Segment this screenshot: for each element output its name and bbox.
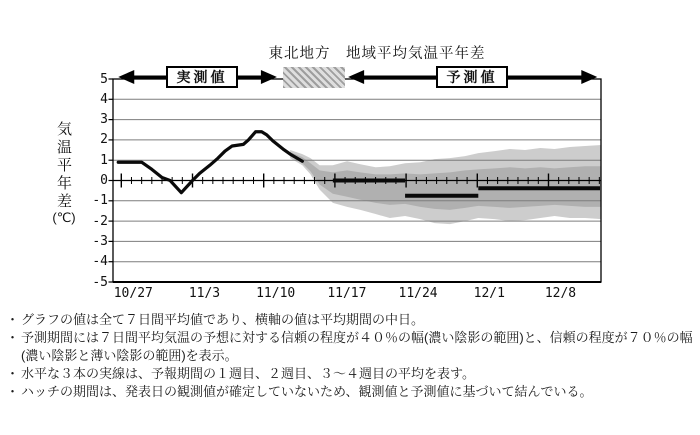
footnote-text: 水平な３本の実線は、予報期間の１週目、２週目、３～４週目の平均を表す。 — [21, 366, 475, 381]
forecast-arrow-head-right — [581, 70, 597, 84]
y-tick-label: -4 — [92, 254, 108, 270]
x-tick-label: 12/1 — [473, 286, 505, 301]
footnote-text: グラフの値は全て７日間平均値であり、横軸の値は平均期間の中日。 — [21, 312, 425, 327]
hatch-period-marker — [283, 67, 345, 88]
y-tick-label: 5 — [100, 71, 108, 87]
chart-title: 東北地方 地域平均気温平年差 — [268, 46, 486, 62]
x-tick-label: 11/10 — [256, 286, 296, 301]
x-tick-label: 10/27 — [113, 286, 153, 301]
x-tick-label: 12/8 — [544, 286, 577, 301]
bullet-dot: ・ — [6, 366, 20, 381]
y-axis-label: 気温平年差 — [55, 121, 72, 211]
forecast-arrow-head-left — [348, 70, 364, 84]
y-axis-unit-label: (℃) — [52, 210, 76, 225]
observed-period-label — [166, 66, 238, 88]
y-tick-label: 2 — [100, 132, 108, 148]
observed-arrow-head-right — [261, 70, 277, 84]
bullet-dot: ・ — [6, 312, 20, 327]
y-tick-label: -1 — [92, 193, 108, 209]
y-tick-label: -3 — [92, 233, 108, 249]
footnote-text: 予測期間には７日間平均気温の予想に対する信頼の程度が４０％の幅(濃い陰影の範囲)と、信頼の程度が７０％の幅(濃い陰影と薄い陰影の範囲)を表示。 — [21, 330, 693, 363]
bullet-dot: ・ — [6, 384, 20, 399]
y-tick-label: -2 — [92, 213, 108, 229]
y-tick-label: 1 — [100, 152, 108, 168]
x-tick-label: 11/3 — [188, 286, 221, 301]
y-tick-label: -5 — [92, 274, 108, 290]
observed-arrow-head-left — [118, 70, 134, 84]
bullet-dot: ・ — [6, 330, 20, 345]
forecast-period-label — [436, 66, 508, 88]
x-tick-label: 11/17 — [327, 286, 367, 301]
x-tick-label: 11/24 — [398, 286, 438, 301]
forecast-label-text: 予測値 — [446, 69, 498, 85]
footnote-text: ハッチの期間は、発表日の観測値が確定していないため、観測値と予測値に基づいて結んでいる。 — [21, 384, 593, 399]
y-tick-label: 3 — [100, 112, 108, 128]
observed-line — [118, 132, 302, 193]
observed-label-text: 実測値 — [176, 69, 228, 85]
y-tick-label: 0 — [100, 173, 108, 188]
y-tick-label: 4 — [100, 91, 108, 107]
